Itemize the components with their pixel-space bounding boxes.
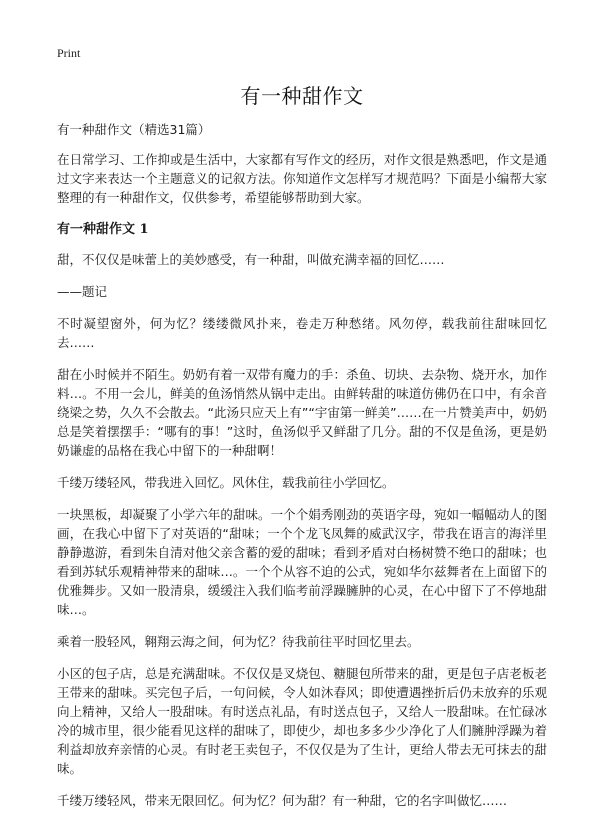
paragraph: 一块黑板，却凝聚了小学六年的甜味。一个个娟秀刚劲的英语字母，宛如一幅幅动人的图画，在我心中留下了对英语的“甜味；一个个龙飞凤舞的威武汉字，带我在语言的海洋里静静遨游，看到朱自清对他父亲含蓄的爱的甜味；看到矛盾对白杨树赞不绝口的甜味；也看到苏轼乐观精神带来的甜味…。一个个从容不迫的公式，宛如华尔兹舞者在上面留下的优雅舞步。又如一股清泉，缓缓注入我们临考前浮躁臃肿的心灵，在心中留下了不停地甜味…。 bbox=[57, 507, 547, 617]
paragraph: 千缕万缕轻风，带来无限回忆。何为忆？何为甜？有一种甜，它的名字叫做忆…… bbox=[57, 793, 508, 808]
paragraph: 乘着一股轻风，翱翔云海之间，何为忆？待我前往平时回忆里去。 bbox=[57, 634, 420, 649]
paragraph: 千缕万缕轻风，带我进入回忆。风休住，载我前往小学回忆。 bbox=[57, 475, 395, 490]
section-heading: 有一种甜作文 1 bbox=[57, 222, 149, 237]
page-title: 有一种甜作文 bbox=[240, 84, 364, 108]
paragraph: 甜，不仅仅是味蕾上的美妙感受，有一种甜，叫做充满幸福的回忆…… bbox=[57, 252, 445, 267]
article-body bbox=[57, 120, 547, 823]
paragraph: 不时凝望窗外，何为忆？缕缕微风扑来，卷走万种愁绪。风勿停，载我前往甜味回忆去…… bbox=[57, 316, 547, 350]
print-link[interactable]: Print bbox=[57, 46, 81, 60]
paragraph: 小区的包子店，总是充满甜味。不仅仅是叉烧包、糖腿包所带来的甜，更是包子店老板老王带来的甜味。买完包子后，一句问候，令人如沐春风；即使遭遇挫折后仍未放弃的乐观向上精神，又给人一股甜味。有时送点礼品，有时送点包子，又给人一股甜味。在忙碌冰冷的城市里，很少能看见这样的甜味了，即使少，却也多多少少净化了人们臃肿浮躁为着利益却放弃亲情的心灵。有时老王卖包子，不仅仅是为了生计，更给人带去无可抹去的甜味。 bbox=[57, 666, 547, 776]
paragraph: 甜在小时候并不陌生。奶奶有着一双带有魔力的手：杀鱼、切块、去杂物、烧开水，加作料…。不用一会儿，鲜美的鱼汤悄然从锅中走出。由鲜转甜的味道仿佛仍在口中，有余音绕梁之势，久久不会散去。“此汤只应天上有”“宇宙第一鲜美”……在一片赞美声中，奶奶总是笑着摆摆手：“哪有的事！”这时，鱼汤似乎又鲜甜了几分。甜的不仅是鱼汤，更是奶奶谦虚的品格在我心中留下的一种甜啊！ bbox=[57, 367, 547, 458]
intro-paragraph: 在日常学习、工作抑或是生活中，大家都有写作文的经历，对作文很是熟悉吧，作文是通过文字来表达一个主题意义的记叙方法。你知道作文怎样写才规范吗？下面是小编帮大家整理的有一种甜作文，仅供参考，希望能够帮助到大家。 bbox=[57, 152, 547, 205]
paragraph-epigraph: ——题记 bbox=[57, 284, 108, 299]
article-subtitle: 有一种甜作文（精选31篇） bbox=[57, 122, 211, 137]
